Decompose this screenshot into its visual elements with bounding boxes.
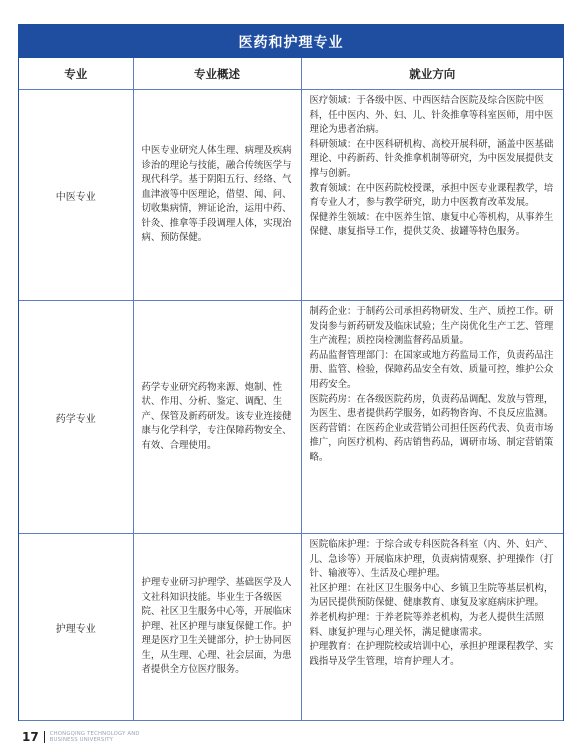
career-direction: 教育领域：在中医药院校授课，承担中医专业课程教学，培育专业人才，参与教学研究，助力中医教育改革发展。 <box>309 182 554 209</box>
career-direction: 社区护理：在社区卫生服务中心、乡镇卫生院等基层机构，为居民提供预防保健、健康教育、康复及家庭病床护理。 <box>309 582 554 609</box>
university-name-line: BUSINESS UNIVERSITY <box>49 737 114 743</box>
university-name <box>50 731 140 743</box>
career-direction: 养老机构护理：于养老院等养老机构，为老人提供生活照料、康复护理与心理关怀，满足健康需求。 <box>309 611 544 638</box>
majors-table-frame <box>18 24 564 721</box>
major-overview-cell <box>133 534 301 721</box>
page-number: 17 <box>22 730 39 744</box>
header-direction: 就业方向 <box>301 58 563 90</box>
university-name-line: CHONGQING TECHNOLOGY AND <box>49 730 140 737</box>
major-overview: 药学专业研究药物来源、炮制、性状、作用、分析、鉴定、调配、生产、保管及新药研发。该专业连接健康与化学科学，专注保障药物安全、有效、合理使用。 <box>141 381 292 451</box>
career-direction: 药品监督管理部门：在国家或地方药监局工作，负责药品注册、监管、检验，保障药品安全有效、质量可控，维护公众用药安全。 <box>309 349 554 390</box>
major-name: 中医专业 <box>19 90 133 301</box>
major-name: 护理专业 <box>19 534 133 721</box>
career-directions-cell <box>301 90 563 301</box>
header-row <box>19 58 563 90</box>
career-direction: 保健养生领域：在中医养生馆、康复中心等机构，从事养生保健、康复指导工作，提供艾灸、拔罐等特色服务。 <box>309 211 554 238</box>
career-direction: 医疗领域：于各级中医、中西医结合医院及综合医院中医科，任中医内、外、妇、儿、针灸推拿等科室医师，用中医理论为患者治病。 <box>309 95 554 136</box>
major-overview-cell <box>133 90 301 301</box>
career-direction: 制药企业：于制药公司承担药物研发、生产、质控工作。研发岗参与新药研发及临床试验；生产岗优化生产工艺、管理生产流程；质控岗检测监督药品质量。 <box>309 306 554 347</box>
majors-table <box>19 58 563 721</box>
footer-divider <box>44 731 45 743</box>
career-direction: 科研领域：在中医科研机构、高校开展科研，涵盖中医基础理论、中药新药、针灸推拿机制等研究，为中医发展提供支撑与创新。 <box>309 138 554 179</box>
career-directions-cell <box>301 301 563 534</box>
header-major: 专业 <box>19 58 133 90</box>
table-row-pharmacy <box>19 301 563 534</box>
table-row-tcm <box>19 90 563 301</box>
major-name: 药学专业 <box>19 301 133 534</box>
table-row-nursing <box>19 534 563 721</box>
major-overview: 中医专业研究人体生理、病理及疾病诊治的理论与技能，融合传统医学与现代科学。基于阴阳五行、经络、气血津液等中医理论，借望、闻、问、切收集病情，辨证论治，运用中药、针灸、推拿等手段调理人体，实现治病、预防保健。 <box>141 144 292 244</box>
page-footer <box>22 730 140 744</box>
major-overview: 护理专业研习护理学、基础医学及人文社科知识技能。毕业生于各级医院、社区卫生服务中心等，开展临床护理、社区护理与康复保健工作。护理是医疗卫生关键部分，护士协同医生，从生理、心理、社会层面，为患者提供全方位医疗服务。 <box>141 576 292 676</box>
table-title: 医药和护理专业 <box>19 25 563 58</box>
career-direction: 护理教育：在护理院校或培训中心，承担护理课程教学、实践指导及学生管理，培育护理人才。 <box>309 641 554 667</box>
career-direction: 医院药房：在各级医院药房，负责药品调配、发放与管理，为医生、患者提供药学服务，如药物咨询、不良反应监测。 <box>309 393 554 420</box>
career-direction: 医院临床护理：于综合或专科医院各科室（内、外、妇产、儿、急诊等）开展临床护理，负责病情观察、护理操作（打针、输液等）、生活及心理护理。 <box>309 539 554 580</box>
header-overview: 专业概述 <box>133 58 301 90</box>
career-directions-cell <box>301 534 563 721</box>
career-direction: 医药营销：在医药企业或营销公司担任医药代表、负责市场推广，向医疗机构、药店销售药品，调研市场、制定营销策略。 <box>309 422 554 463</box>
major-overview-cell <box>133 301 301 534</box>
